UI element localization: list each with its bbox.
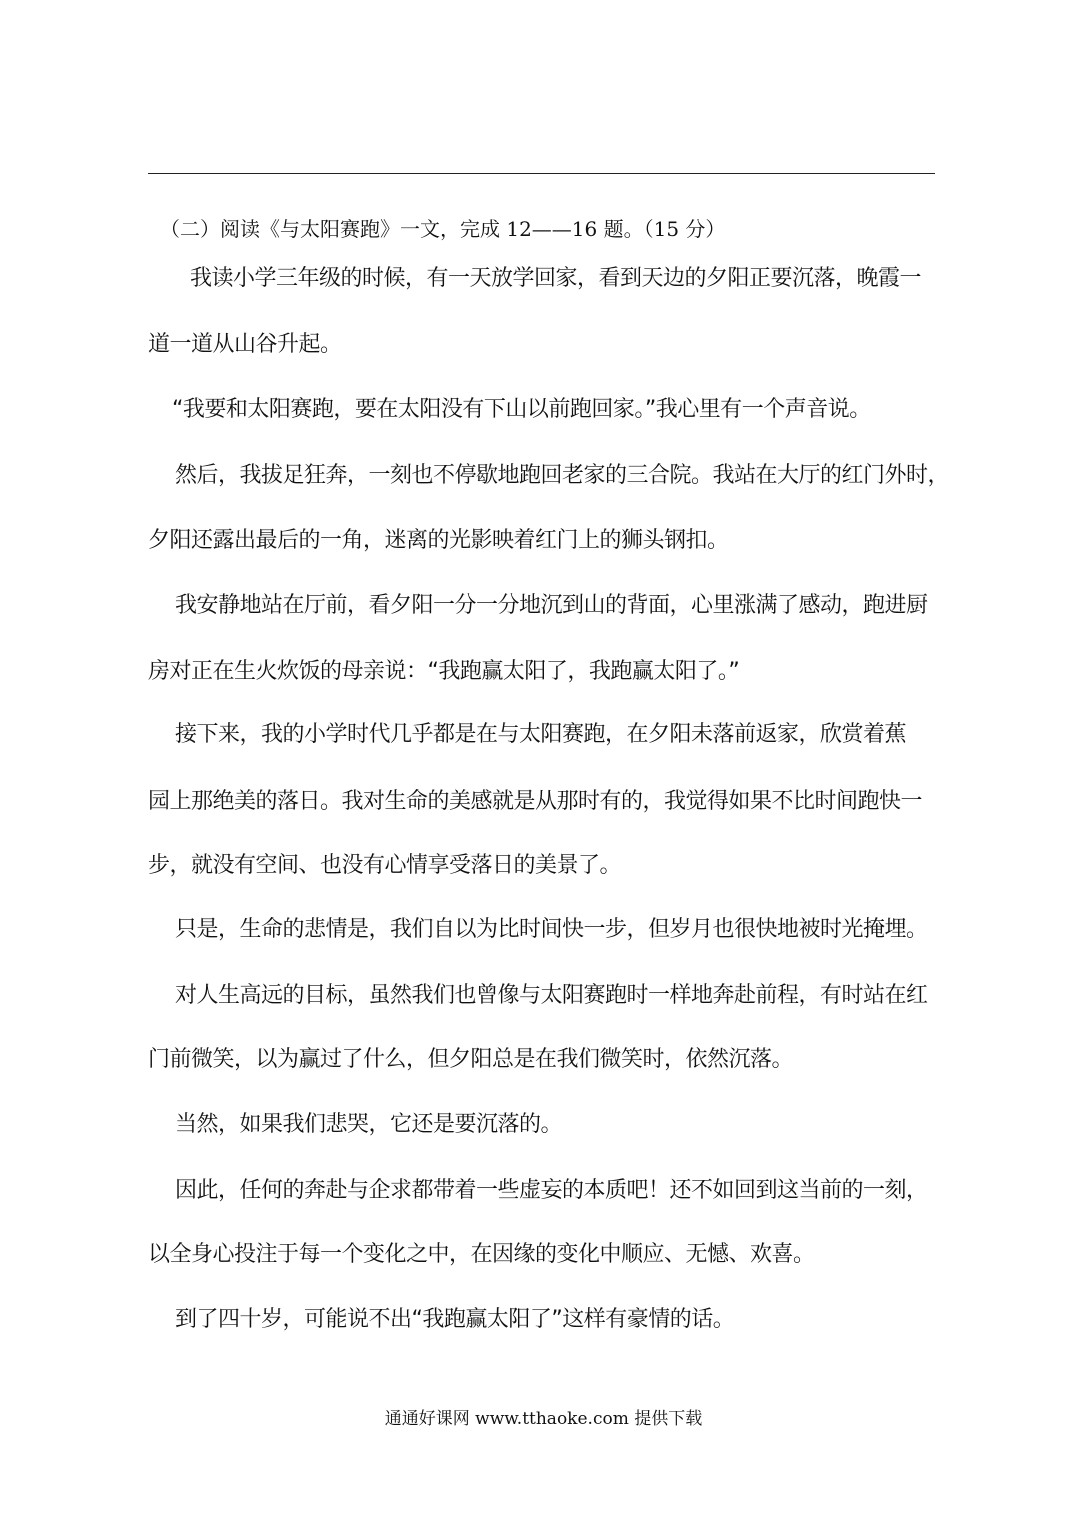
text-line: 步，就没有空间、也没有心情享受落日的美景了。 (148, 853, 622, 878)
header-rule (148, 173, 935, 174)
text-line: 门前微笑，以为赢过了什么，但夕阳总是在我们微笑时，依然沉落。 (148, 1047, 794, 1072)
text-line: 接下来，我的小学时代几乎都是在与太阳赛跑，在夕阳未落前返家，欣赏着蕉 (175, 722, 907, 747)
text-line: 因此，任何的奔赴与企求都带着一些虚妄的本质吧！还不如回到这当前的一刻， (175, 1178, 928, 1203)
text-line: 只是，生命的悲情是，我们自以为比时间快一步，但岁月也很快地被时光掩埋。 (175, 917, 928, 942)
text-line: 对人生高远的目标，虽然我们也曾像与太阳赛跑时一样地奔赴前程，有时站在红 (175, 983, 928, 1008)
text-line: 房对正在生火炊饭的母亲说：“我跑赢太阳了，我跑赢太阳了。” (148, 659, 740, 684)
text-line: 然后，我拔足狂奔，一刻也不停歇地跑回老家的三合院。我站在大厅的红门外时， (175, 463, 950, 488)
text-line: 当然，如果我们悲哭，它还是要沉落的。 (175, 1112, 563, 1137)
text-line: 夕阳还露出最后的一角，迷离的光影映着红门上的狮头钢扣。 (148, 528, 729, 553)
question-heading: （二）阅读《与太阳赛跑》一文，完成 12——16 题。（15 分） (160, 217, 726, 241)
text-line: 我读小学三年级的时候，有一天放学回家，看到天边的夕阳正要沉落，晚霞一 (190, 266, 922, 291)
text-line: 到了四十岁，可能说不出“我跑赢太阳了”这样有豪情的话。 (175, 1307, 735, 1332)
text-line: 以全身心投注于每一个变化之中，在因缘的变化中顺应、无憾、欢喜。 (148, 1242, 815, 1267)
footer-watermark: 通通好课网 www.tthaoke.com 提供下载 (384, 1409, 703, 1429)
text-line: 我安静地站在厅前，看夕阳一分一分地沉到山的背面，心里涨满了感动，跑进厨 (175, 593, 928, 618)
text-line: “我要和太阳赛跑，要在太阳没有下山以前跑回家。”我心里有一个声音说。 (172, 397, 871, 422)
text-line: 道一道从山谷升起。 (148, 332, 342, 357)
text-line: 园上那绝美的落日。我对生命的美感就是从那时有的，我觉得如果不比时间跑快一 (148, 789, 923, 814)
